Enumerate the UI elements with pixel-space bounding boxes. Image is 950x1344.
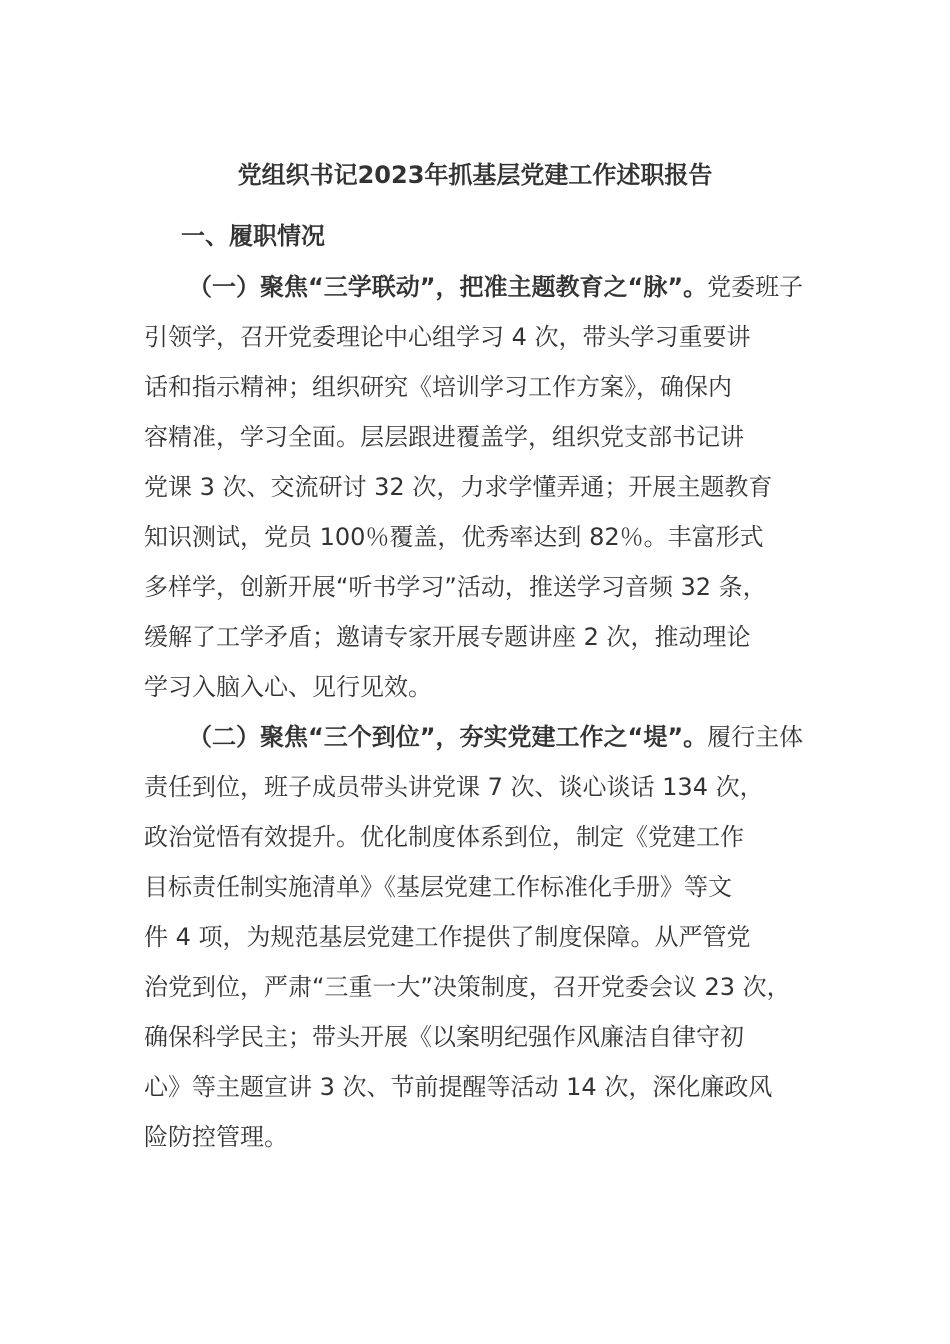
paragraph-lead: （一）聚焦“三学联动”，把准主题教育之“脉”。 bbox=[188, 273, 708, 301]
paragraph-2 bbox=[144, 712, 834, 1162]
paragraph-lead: （二）聚焦“三个到位”，夯实党建工作之“堤”。 bbox=[188, 723, 708, 751]
paragraph-text: 党委班子 bbox=[707, 273, 804, 301]
paragraph-text: 履行主体 bbox=[707, 723, 804, 751]
paragraph-line: 心》等主题宣讲 3 次、节前提醒等活动 14 次，深化廉政风 bbox=[144, 1073, 773, 1101]
paragraph-line: 目标责任制实施清单》《基层党建工作标准化手册》等文 bbox=[144, 873, 732, 901]
paragraph-line: 政治觉悟有效提升。优化制度体系到位，制定《党建工作 bbox=[144, 823, 744, 851]
paragraph-line: 治党到位，严肃“三重一大”决策制度，召开党委会议 23 次， bbox=[144, 973, 791, 1001]
document-title: 党组织书记2023年抓基层党建工作述职报告 bbox=[237, 161, 713, 189]
paragraph-line: 党课 3 次、交流研讨 32 次，力求学懂弄通；开展主题教育 bbox=[144, 473, 773, 501]
paragraph-line: 险防控管理。 bbox=[144, 1123, 288, 1151]
paragraph-line: 责任到位，班子成员带头讲党课 7 次、谈心谈话 134 次， bbox=[144, 773, 764, 801]
paragraph-line: 学习入脑入心、见行见效。 bbox=[144, 673, 432, 701]
paragraph-line: 件 4 项，为规范基层党建工作提供了制度保障。从严管党 bbox=[144, 923, 751, 951]
paragraph-line: 缓解了工学矛盾；邀请专家开展专题讲座 2 次，推动理论 bbox=[144, 623, 751, 651]
paragraph-line: 引领学，召开党委理论中心组学习 4 次，带头学习重要讲 bbox=[144, 323, 751, 351]
section-heading-1: 一、履职情况 bbox=[181, 222, 325, 250]
paragraph-line: 确保科学民主；带头开展《以案明纪强作风廉洁自律守初 bbox=[144, 1023, 744, 1051]
paragraph-line: 多样学，创新开展“听书学习”活动，推送学习音频 32 条， bbox=[144, 573, 767, 601]
paragraph-line: 容精准，学习全面。层层跟进覆盖学，组织党支部书记讲 bbox=[144, 423, 744, 451]
paragraph-line: 话和指示精神；组织研究《培训学习工作方案》，确保内 bbox=[144, 373, 732, 401]
paragraph-line bbox=[144, 262, 834, 312]
paragraph-line: 知识测试，党员 100％覆盖，优秀率达到 82％。丰富形式 bbox=[144, 523, 764, 551]
paragraph-1 bbox=[144, 262, 834, 712]
paragraph-line bbox=[144, 712, 834, 762]
